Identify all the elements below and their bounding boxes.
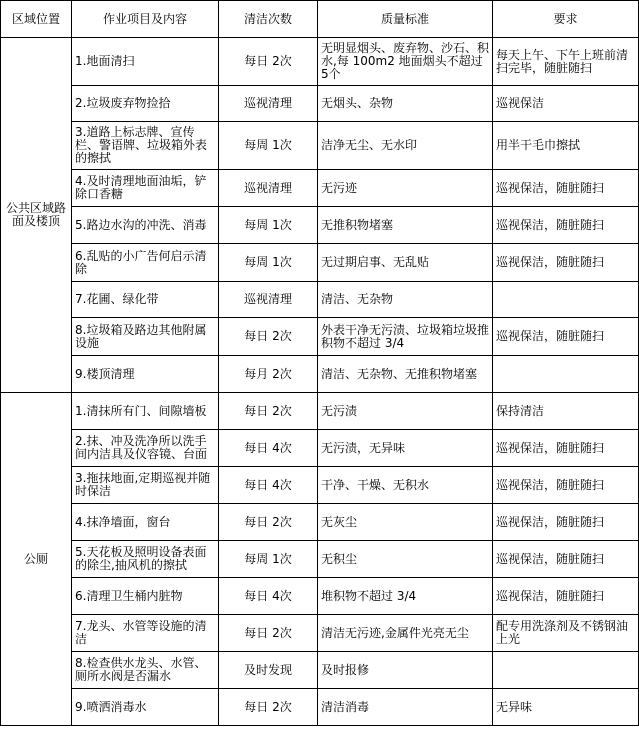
requirement-cell: 巡视保洁，随脏随扫 bbox=[493, 541, 639, 578]
header-frequency: 清洁次数 bbox=[219, 1, 318, 38]
standard-cell: 清洁无污迹,金属件光亮无尘 bbox=[318, 615, 493, 652]
table-row bbox=[1, 356, 639, 393]
standard-cell: 无积尘 bbox=[318, 541, 493, 578]
frequency-cell: 及时发现 bbox=[219, 652, 318, 689]
table-row bbox=[1, 578, 639, 615]
table-row bbox=[1, 244, 639, 282]
standard-cell: 干净、干燥、无积水 bbox=[318, 467, 493, 504]
item-cell: 3.道路上标志牌、宣传栏、警语牌、垃圾箱外表的擦拭 bbox=[72, 122, 219, 170]
standard-cell: 无污渍，无异味 bbox=[318, 430, 493, 467]
requirement-cell bbox=[493, 282, 639, 318]
requirement-cell: 用半干毛巾擦拭 bbox=[493, 122, 639, 170]
standard-cell: 外表干净无污渍、垃圾箱垃圾推积物不超过 3/4 bbox=[318, 318, 493, 356]
item-cell: 2.抹、冲及洗净所以洗手间内洁具及仪容镜、台面 bbox=[72, 430, 219, 467]
item-cell: 4.抹净墙面，窗台 bbox=[72, 504, 219, 541]
area-cell: 公共区域路面及楼顶 bbox=[1, 38, 72, 393]
item-cell: 7.龙头、水管等设施的清洁 bbox=[72, 615, 219, 652]
frequency-cell: 每周 1次 bbox=[219, 122, 318, 170]
table-row bbox=[1, 170, 639, 207]
frequency-cell: 每日 4次 bbox=[219, 467, 318, 504]
header-requirement: 要求 bbox=[493, 1, 639, 38]
table-row bbox=[1, 541, 639, 578]
table-row bbox=[1, 430, 639, 467]
requirement-cell: 每天上午、下午上班前清扫完毕，随脏随扫 bbox=[493, 38, 639, 86]
requirement-cell: 保持清洁 bbox=[493, 393, 639, 430]
header-standard: 质量标准 bbox=[318, 1, 493, 38]
requirement-cell: 配专用洗涤剂及不锈钢油上光 bbox=[493, 615, 639, 652]
requirement-cell: 巡视保洁 bbox=[493, 86, 639, 122]
table-row bbox=[1, 652, 639, 689]
frequency-cell: 每周 1次 bbox=[219, 207, 318, 244]
frequency-cell: 每周 1次 bbox=[219, 244, 318, 282]
item-cell: 6.乱贴的小广告何启示清除 bbox=[72, 244, 219, 282]
standard-cell: 清洁、无杂物 bbox=[318, 282, 493, 318]
standard-cell: 无灰尘 bbox=[318, 504, 493, 541]
area-cell: 公厕 bbox=[1, 393, 72, 726]
frequency-cell: 巡视清理 bbox=[219, 282, 318, 318]
requirement-cell bbox=[493, 356, 639, 393]
frequency-cell: 每月 2次 bbox=[219, 356, 318, 393]
standard-cell: 无推积物堵塞 bbox=[318, 207, 493, 244]
table-row bbox=[1, 122, 639, 170]
item-cell: 9.楼顶清理 bbox=[72, 356, 219, 393]
requirement-cell: 巡视保洁，随脏随扫 bbox=[493, 467, 639, 504]
item-cell: 7.花圃、绿化带 bbox=[72, 282, 219, 318]
standard-cell: 无明显烟头、废弃物、沙石、积水,每 100m2 地面烟头不超过 5个 bbox=[318, 38, 493, 86]
table-row bbox=[1, 689, 639, 726]
item-cell: 5.天花板及照明设备表面的除尘,抽风机的擦拭 bbox=[72, 541, 219, 578]
table-row bbox=[1, 207, 639, 244]
requirement-cell bbox=[493, 652, 639, 689]
frequency-cell: 每日 2次 bbox=[219, 615, 318, 652]
frequency-cell: 每周 1次 bbox=[219, 541, 318, 578]
frequency-cell: 每日 2次 bbox=[219, 689, 318, 726]
item-cell: 1.清抹所有门、间隙墙板 bbox=[72, 393, 219, 430]
item-cell: 8.垃圾箱及路边其他附属设施 bbox=[72, 318, 219, 356]
header-row bbox=[1, 1, 639, 38]
table-row bbox=[1, 615, 639, 652]
table-row bbox=[1, 467, 639, 504]
table-row bbox=[1, 86, 639, 122]
requirement-cell: 巡视保洁，随脏随扫 bbox=[493, 244, 639, 282]
frequency-cell: 每日 2次 bbox=[219, 38, 318, 86]
standard-cell: 无烟头、杂物 bbox=[318, 86, 493, 122]
item-cell: 2.垃圾废弃物捡拾 bbox=[72, 86, 219, 122]
requirement-cell: 巡视保洁，随脏随扫 bbox=[493, 430, 639, 467]
frequency-cell: 每日 4次 bbox=[219, 578, 318, 615]
header-area: 区域位置 bbox=[1, 1, 72, 38]
requirement-cell: 巡视保洁，随脏随扫 bbox=[493, 318, 639, 356]
standard-cell: 清洁、无杂物、无推积物堵塞 bbox=[318, 356, 493, 393]
item-cell: 3.拖抹地面,定期巡视并随时保洁 bbox=[72, 467, 219, 504]
frequency-cell: 每日 2次 bbox=[219, 393, 318, 430]
item-cell: 1.地面清扫 bbox=[72, 38, 219, 86]
standard-cell: 洁净无尘、无水印 bbox=[318, 122, 493, 170]
standard-cell: 无污迹 bbox=[318, 170, 493, 207]
table-row bbox=[1, 318, 639, 356]
standard-cell: 无过期启事、无乱贴 bbox=[318, 244, 493, 282]
item-cell: 5.路边水沟的冲洗、消毒 bbox=[72, 207, 219, 244]
table-row bbox=[1, 38, 639, 86]
item-cell: 6.清理卫生桶内脏物 bbox=[72, 578, 219, 615]
item-cell: 4.及时清理地面油垢，铲除口香糖 bbox=[72, 170, 219, 207]
item-cell: 8.检查供水龙头、水管、厕所水阀是否漏水 bbox=[72, 652, 219, 689]
requirement-cell: 无异味 bbox=[493, 689, 639, 726]
requirement-cell: 巡视保洁，随脏随扫 bbox=[493, 578, 639, 615]
header-item: 作业项目及内容 bbox=[72, 1, 219, 38]
frequency-cell: 每日 2次 bbox=[219, 318, 318, 356]
frequency-cell: 巡视清理 bbox=[219, 170, 318, 207]
standard-cell: 清洁消毒 bbox=[318, 689, 493, 726]
item-cell: 9.喷洒消毒水 bbox=[72, 689, 219, 726]
table-body bbox=[1, 38, 639, 726]
requirement-cell: 巡视保洁，随脏随扫 bbox=[493, 170, 639, 207]
table-row bbox=[1, 393, 639, 430]
standard-cell: 及时报修 bbox=[318, 652, 493, 689]
requirement-cell: 巡视保洁，随脏随扫 bbox=[493, 207, 639, 244]
standard-cell: 无污渍 bbox=[318, 393, 493, 430]
table-row bbox=[1, 282, 639, 318]
frequency-cell: 巡视清理 bbox=[219, 86, 318, 122]
requirement-cell: 巡视保洁，随脏随扫 bbox=[493, 504, 639, 541]
standard-cell: 堆积物不超过 3/4 bbox=[318, 578, 493, 615]
frequency-cell: 每日 4次 bbox=[219, 430, 318, 467]
table-row bbox=[1, 504, 639, 541]
frequency-cell: 每日 2次 bbox=[219, 504, 318, 541]
